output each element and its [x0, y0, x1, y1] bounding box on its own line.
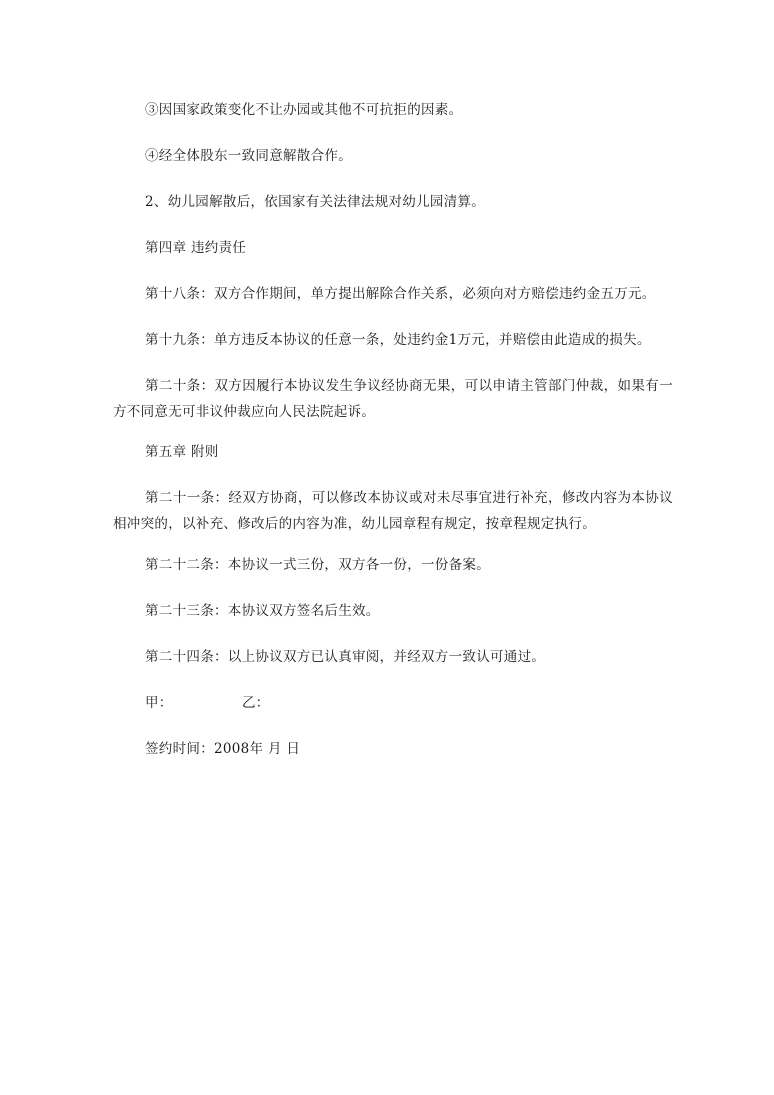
- clause-shareholder-dissolution: ④经全体股东一致同意解散合作。: [145, 148, 352, 164]
- chapter-heading-supplementary: 第五章 附则: [145, 444, 219, 460]
- article-19: 第十九条：单方违反本协议的任意一条，处违约金1万元，并赔偿由此造成的损失。: [145, 332, 651, 348]
- party-a-label: 甲：: [145, 695, 173, 711]
- party-b-label: 乙：: [242, 695, 270, 711]
- article-22: 第二十二条：本协议一式三份，双方各一份，一份备案。: [145, 557, 490, 573]
- signing-date: 签约时间：2008年 月 日: [145, 741, 301, 757]
- article-20: 第二十条：双方因履行本协议发生争议经协商无果，可以申请主管部门仲裁，如果有一方不同意无可非议仲裁应向人民法院起诉。: [113, 378, 673, 420]
- chapter-heading-breach: 第四章 违约责任: [145, 240, 247, 256]
- clause-force-majeure: ③因国家政策变化不让办园或其他不可抗拒的因素。: [145, 102, 463, 118]
- clause-liquidation: 2、幼儿园解散后，依国家有关法律法规对幼儿园清算。: [145, 194, 486, 210]
- article-24: 第二十四条：以上协议双方已认真审阅，并经双方一致认可通过。: [145, 649, 546, 665]
- article-23: 第二十三条：本协议双方签名后生效。: [145, 603, 380, 619]
- article-21: 第二十一条：经双方协商，可以修改本协议或对未尽事宜进行补充，修改内容为本协议相冲突的，以补充、修改后的内容为准，幼儿园章程有规定，按章程规定执行。: [113, 490, 673, 532]
- article-18: 第十八条：双方合作期间，单方提出解除合作关系，必须向对方赔偿违约金五万元。: [145, 286, 656, 302]
